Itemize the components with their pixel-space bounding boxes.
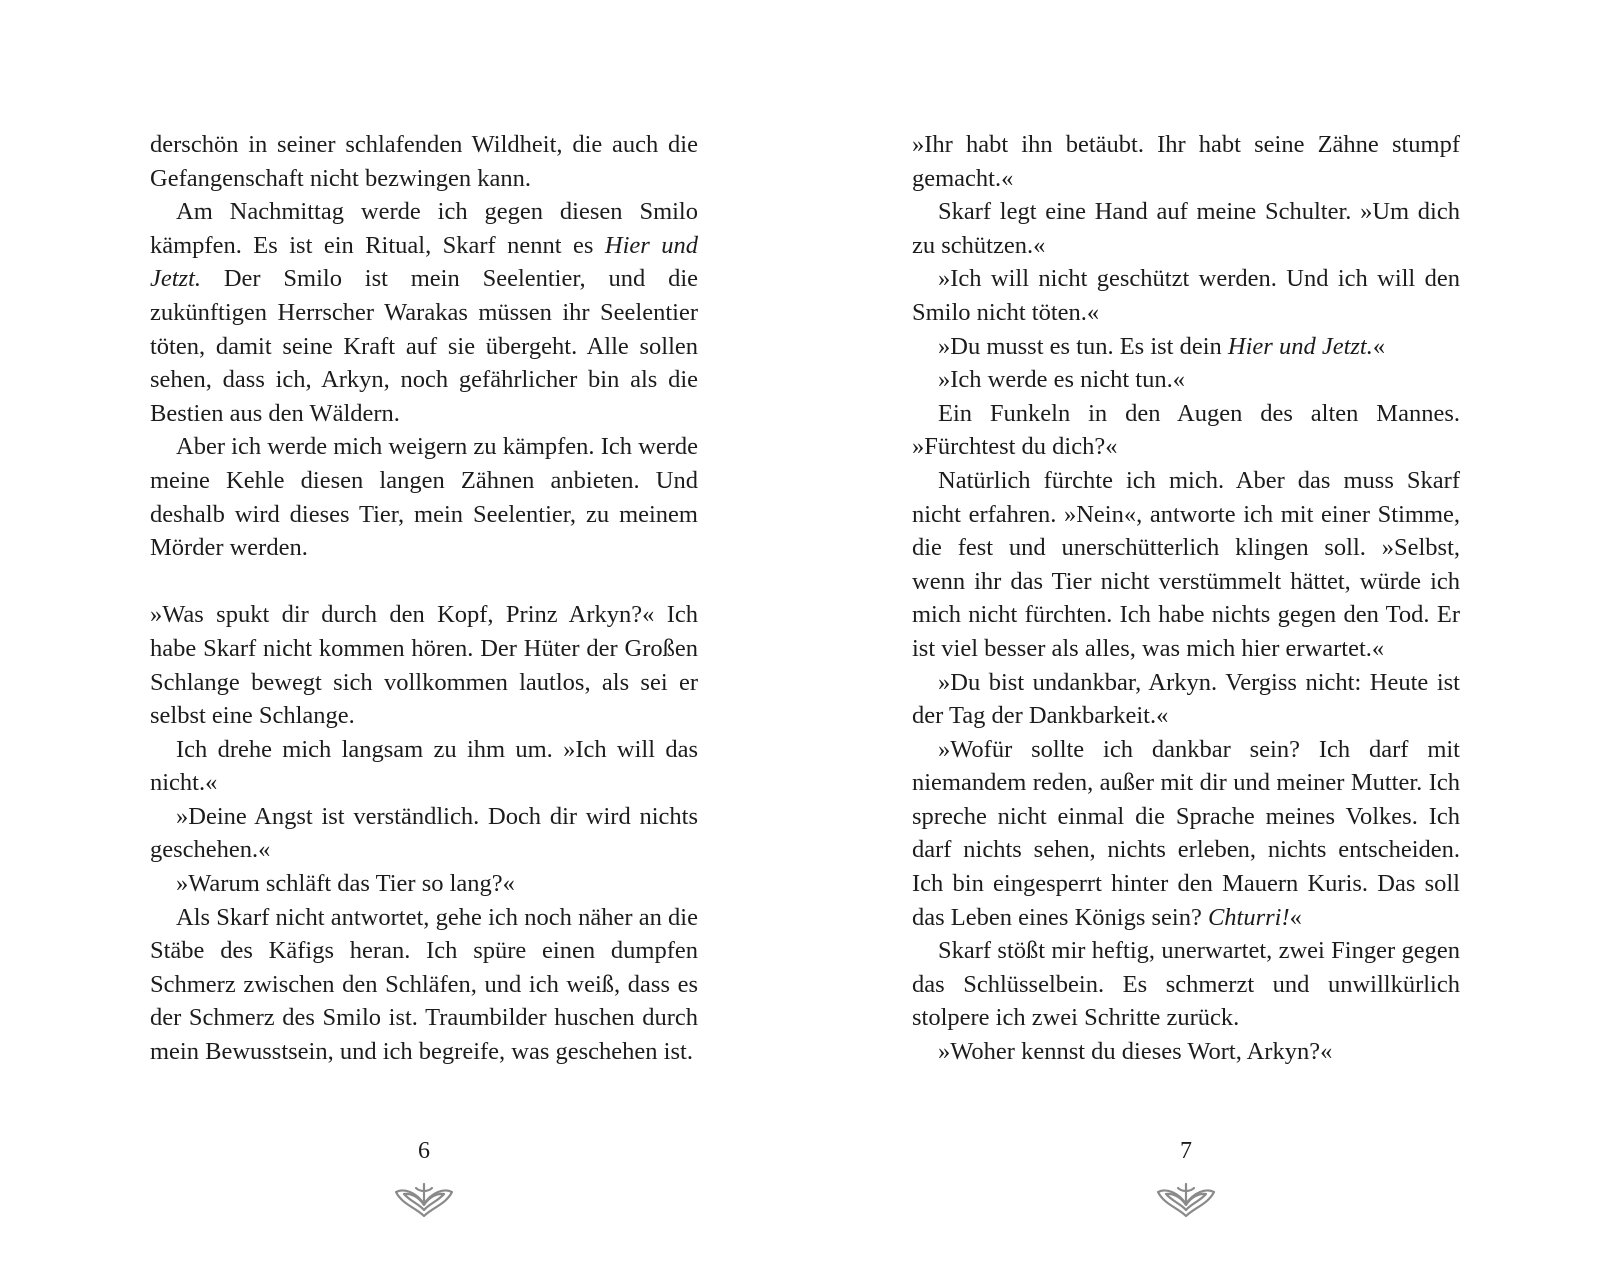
text-segment: »Was spukt dir durch den Kopf, Prinz Arkyn?« Ich habe Skarf nicht kommen hören. Der Hüter der Großen Schlange bewegt sich vollkommen lautlos, als sei er selbst eine Schlange.: [150, 601, 698, 730]
right-page-text: [912, 128, 1460, 1069]
text-segment: Skarf stößt mir heftig, unerwartet, zwei Finger gegen das Schlüsselbein. Es schmerzt und unwillkürlich stolpere ich zwei Schritte zurück.: [912, 937, 1460, 1032]
italic-text: Hier und Jetzt.: [1227, 332, 1373, 360]
text-segment: »Warum schläft das Tier so lang?«: [176, 870, 515, 898]
paragraph: [150, 598, 698, 732]
text-segment: Aber ich werde mich weigern zu kämpfen. Ich werde meine Kehle diesen langen Zähnen anbieten. Und deshalb wird dieses Tier, mein Seelentier, zu meinem Mörder werden.: [150, 433, 698, 562]
paragraph: [912, 195, 1460, 262]
italic-text: Hier und Jetzt.: [150, 231, 698, 293]
celtic-knot-icon: [394, 1180, 454, 1220]
paragraph: [150, 195, 698, 430]
text-segment: »Woher kennst du dieses Wort, Arkyn?«: [938, 1038, 1333, 1066]
text-segment: »Wofür sollte ich dankbar sein? Ich darf mit niemandem reden, außer mit dir und meiner Mutter. Ich spreche nicht einmal die Sprache meines Volkes. Ich darf nichts sehen, nichts erleben, nichts entscheiden. Ich bin eingesperrt hinter den Mauern Kuris. Das soll das Leben eines Königs sein?: [912, 735, 1460, 931]
paragraph: [912, 397, 1460, 464]
paragraph: [912, 128, 1460, 195]
paragraph: [150, 128, 698, 195]
paragraph: [150, 430, 698, 564]
page-number-right: 7: [1180, 1138, 1192, 1164]
paragraph: [912, 934, 1460, 1035]
paragraph: [912, 262, 1460, 329]
left-page-text: [150, 128, 698, 1069]
italic-text: Chturri!: [1207, 903, 1290, 931]
text-segment: »Du bist undankbar, Arkyn. Vergiss nicht: Heute ist der Tag der Dankbarkeit.«: [912, 668, 1460, 730]
text-segment: »Deine Angst ist verständlich. Doch dir wird nichts geschehen.«: [150, 802, 698, 864]
text-segment: »Ich werde es nicht tun.«: [938, 366, 1185, 394]
paragraph: [150, 733, 698, 800]
celtic-knot-icon: [1156, 1180, 1216, 1220]
text-segment: derschön in seiner schlafenden Wildheit, die auch die Gefangenschaft nicht bezwingen kann.: [150, 131, 698, 192]
text-segment: «: [1289, 903, 1302, 931]
paragraph: [912, 464, 1460, 666]
text-segment: Am Nachmittag werde ich gegen diesen Smilo kämpfen. Es ist ein Ritual, Skarf nennt es: [150, 198, 698, 259]
paragraph: [912, 1035, 1460, 1069]
text-segment: «: [1372, 332, 1386, 360]
text-segment: Ein Funkeln in den Augen des alten Mannes. »Fürchtest du dich?«: [912, 399, 1460, 461]
page-number-left: 6: [418, 1138, 430, 1164]
text-segment: Natürlich fürchte ich mich. Aber das muss Skarf nicht erfahren. »Nein«, antworte ich mit einer Stimme, die fest und unerschütterlich klingen soll. »Selbst, wenn ihr das Tier nicht verstümmelt hättet, würde ich mich nicht fürchten. Ich habe nichts gegen den Tod. Er ist viel besser als alles, was mich hier erwartet.«: [912, 466, 1460, 662]
text-segment: Ich drehe mich langsam zu ihm um. »Ich will das nicht.«: [150, 735, 698, 797]
text-segment: »Ich will nicht geschützt werden. Und ich will den Smilo nicht töten.«: [912, 265, 1460, 326]
text-segment: Der Smilo ist mein Seelentier, und die zukünftigen Herrscher Warakas müssen ihr Seelentier töten, damit seine Kraft auf sie übergeht. Alle sollen sehen, dass ich, Arkyn, noch gefährlicher bin als die Bestien aus den Wäldern.: [150, 265, 698, 427]
text-segment: Als Skarf nicht antwortet, gehe ich noch näher an die Stäbe des Käfigs heran. Ich spüre einen dumpfen Schmerz zwischen den Schläfen, und ich weiß, dass es der Schmerz des Smilo ist. Traumbilder huschen durch mein Bewusstsein, und ich begreife, was geschehen ist.: [150, 903, 698, 1066]
paragraph: [150, 800, 698, 867]
paragraph: [150, 901, 698, 1069]
text-segment: »Du musst es tun. Es ist dein: [938, 332, 1228, 360]
paragraph: [912, 666, 1460, 733]
paragraph: [912, 363, 1460, 397]
paragraph: [150, 867, 698, 901]
paragraph: [912, 330, 1460, 364]
paragraph: [912, 733, 1460, 935]
text-segment: Skarf legt eine Hand auf meine Schulter. »Um dich zu schützen.«: [912, 198, 1460, 259]
text-segment: »Ihr habt ihn betäubt. Ihr habt seine Zähne stumpf gemacht.«: [912, 131, 1460, 192]
